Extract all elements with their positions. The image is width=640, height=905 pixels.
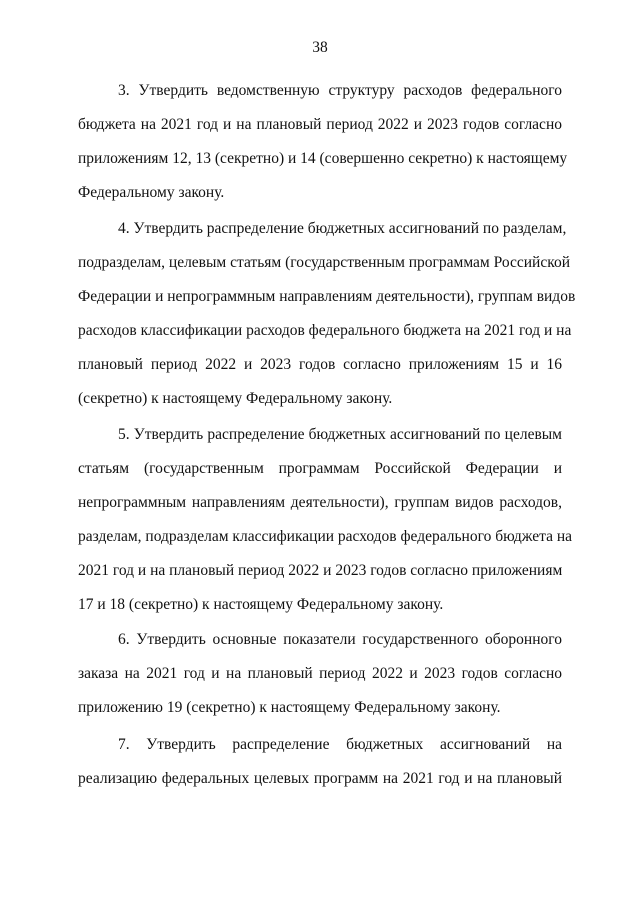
text-line: разделам, подразделам классификации расходов федерального бюджета на: [78, 528, 573, 545]
text-line: Федеральному закону.: [78, 184, 225, 201]
text-line: 17 и 18 (секретно) к настоящему Федеральному закону.: [78, 596, 444, 613]
text-line: подразделам, целевым статьям (государственным программам Российской: [78, 254, 571, 271]
text-line: 5. Утвердить распределение бюджетных ассигнований по целевым: [118, 426, 562, 443]
text-line: расходов классификации расходов федерального бюджета на 2021 год и на: [78, 322, 572, 339]
text-line: Федерации и непрограммным направлениям деятельности), группам видов: [78, 288, 576, 305]
text-line: приложениям 12, 13 (секретно) и 14 (совершенно секретно) к настоящему: [78, 150, 568, 167]
text-line: статьям (государственным программам Российской Федерации и: [78, 460, 562, 477]
text-line: 4. Утвердить распределение бюджетных ассигнований по разделам,: [118, 220, 567, 237]
text-line: непрограммным направлениям деятельности), группам видов расходов,: [78, 494, 562, 511]
text-line: 6. Утвердить основные показатели государственного оборонного: [118, 631, 562, 648]
text-line: 3. Утвердить ведомственную структуру расходов федерального: [118, 82, 562, 99]
text-line: 7. Утвердить распределение бюджетных ассигнований на: [118, 736, 562, 753]
page-number: 38: [312, 39, 328, 56]
text-line: заказа на 2021 год и на плановый период 2022 и 2023 годов согласно: [78, 665, 562, 682]
text-line: реализацию федеральных целевых программ на 2021 год и на плановый: [78, 770, 562, 787]
text-line: 2021 год и на плановый период 2022 и 2023 годов согласно приложениям: [78, 562, 563, 579]
text-line: (секретно) к настоящему Федеральному закону.: [78, 390, 393, 407]
text-line: плановый период 2022 и 2023 годов согласно приложениям 15 и 16: [78, 356, 562, 373]
text-line: бюджета на 2021 год и на плановый период 2022 и 2023 годов согласно: [78, 116, 562, 133]
text-line: приложению 19 (секретно) к настоящему Федеральному закону.: [78, 699, 501, 716]
